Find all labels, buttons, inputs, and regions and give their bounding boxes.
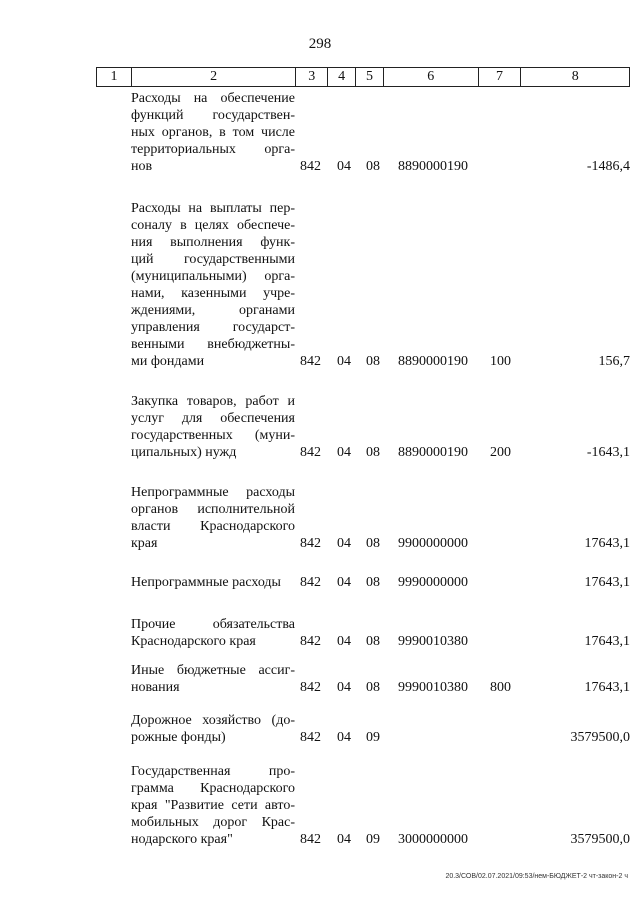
description-line: Непрограммные расходы: [131, 485, 295, 500]
cell-target-article: 8890000190: [398, 159, 468, 174]
cell-admin-code: 842: [300, 159, 321, 174]
description-line: ных органов, в том числе: [131, 125, 295, 140]
row-description: [131, 763, 295, 848]
description-line: ния выполнения функ-: [131, 235, 295, 250]
description-line: Дорожное хозяйство (до-: [131, 713, 295, 728]
cell-amount: 17643,1: [584, 536, 630, 551]
cell-admin-code: 842: [300, 445, 321, 460]
row-description: [131, 90, 295, 175]
header-col-8: 8: [571, 69, 579, 84]
cell-section: 04: [337, 445, 351, 460]
cell-admin-code: 842: [300, 575, 321, 590]
cell-subsection: 08: [366, 445, 380, 460]
cell-target-article: 8890000190: [398, 445, 468, 460]
cell-admin-code: 842: [300, 832, 321, 847]
row-description: [131, 574, 295, 591]
description-line: нов: [131, 159, 153, 174]
header-col-6: 6: [384, 68, 479, 86]
cell-section: 04: [337, 730, 351, 745]
cell-admin-code: 842: [300, 680, 321, 695]
cell-amount: 156,7: [598, 354, 630, 369]
description-line: края "Развитие сети авто-: [131, 798, 295, 813]
row-description: [131, 662, 295, 696]
description-line: края: [131, 536, 158, 551]
header-col-3: 3: [296, 68, 328, 86]
description-line: ций государственными: [131, 252, 295, 267]
description-line: органов исполнительной: [131, 502, 295, 517]
cell-section: 04: [337, 680, 351, 695]
description-line: грамма Краснодарского: [131, 781, 295, 796]
description-line: власти Краснодарского: [131, 519, 295, 534]
cell-target-article: 9990010380: [398, 634, 468, 649]
cell-target-article: 9900000000: [398, 536, 468, 551]
description-line: Государственная про-: [131, 764, 295, 779]
cell-amount: 17643,1: [584, 575, 630, 590]
header-col-1: 1: [97, 68, 132, 86]
description-line: функций государствен-: [131, 108, 295, 123]
cell-expense-type: 200: [490, 445, 511, 460]
cell-subsection: 09: [366, 730, 380, 745]
cell-amount: -1643,1: [586, 445, 630, 460]
table-header-row: [96, 67, 630, 87]
cell-subsection: 08: [366, 536, 380, 551]
cell-target-article: 9990010380: [398, 680, 468, 695]
cell-amount: 17643,1: [584, 680, 630, 695]
row-description: [131, 393, 295, 461]
footer-stamp: 20.3/СОВ/02.07.2021/09:53/нем-БЮДЖЕТ-2 чт-закон-2 ч: [445, 873, 628, 880]
description-line: мобильных дорог Крас-: [131, 815, 295, 830]
description-line: нодарского края": [131, 832, 233, 847]
description-line: ждениями, органами: [131, 303, 295, 318]
description-line: ми фондами: [131, 354, 205, 369]
description-line: соналу в целях обеспече-: [131, 218, 295, 233]
row-description: [131, 484, 295, 552]
cell-section: 04: [337, 575, 351, 590]
description-line: венными внебюджетны-: [131, 337, 295, 352]
description-line: рожные фонды): [131, 730, 226, 745]
description-line: ципальных) нужд: [131, 445, 237, 460]
description-line: Краснодарского края: [131, 634, 256, 649]
cell-target-article: 9990000000: [398, 575, 468, 590]
description-line: государственных (муни-: [131, 428, 295, 443]
description-line: нами, казенными учре-: [131, 286, 295, 301]
description-line: управления государст-: [131, 320, 295, 335]
description-line: услуг для обеспечения: [131, 411, 295, 426]
cell-amount: -1486,4: [586, 159, 630, 174]
cell-expense-type: 800: [490, 680, 511, 695]
description-line: нования: [131, 680, 180, 695]
description-line: Расходы на обеспечение: [131, 91, 295, 106]
cell-section: 04: [337, 832, 351, 847]
cell-admin-code: 842: [300, 730, 321, 745]
description-line: Прочие обязательства: [131, 617, 295, 632]
cell-subsection: 09: [366, 832, 380, 847]
header-col-5: 5: [356, 68, 384, 86]
cell-subsection: 08: [366, 680, 380, 695]
description-line: территориальных орга-: [131, 142, 295, 157]
row-description: [131, 616, 295, 650]
description-line: (муниципальными) орга-: [131, 269, 295, 284]
description-line: Закупка товаров, работ и: [131, 394, 295, 409]
page-number: 298: [308, 36, 332, 52]
cell-section: 04: [337, 536, 351, 551]
header-col-2: 2: [132, 68, 296, 86]
header-col-7: 7: [479, 68, 522, 86]
description-line: Расходы на выплаты пер-: [131, 201, 295, 216]
cell-amount: 3579500,0: [570, 832, 630, 847]
cell-admin-code: 842: [300, 354, 321, 369]
cell-amount: 17643,1: [584, 634, 630, 649]
description-line: Иные бюджетные ассиг-: [131, 663, 295, 678]
row-description: [131, 200, 295, 370]
cell-admin-code: 842: [300, 536, 321, 551]
cell-expense-type: 100: [490, 354, 511, 369]
cell-section: 04: [337, 159, 351, 174]
header-col-4: 4: [328, 68, 356, 86]
cell-subsection: 08: [366, 354, 380, 369]
cell-target-article: 3000000000: [398, 832, 468, 847]
cell-section: 04: [337, 634, 351, 649]
cell-amount: 3579500,0: [570, 730, 630, 745]
cell-target-article: 8890000190: [398, 354, 468, 369]
description-line: Непрограммные расходы: [131, 575, 281, 590]
cell-admin-code: 842: [300, 634, 321, 649]
cell-subsection: 08: [366, 634, 380, 649]
cell-subsection: 08: [366, 575, 380, 590]
row-description: [131, 712, 295, 746]
cell-section: 04: [337, 354, 351, 369]
cell-subsection: 08: [366, 159, 380, 174]
